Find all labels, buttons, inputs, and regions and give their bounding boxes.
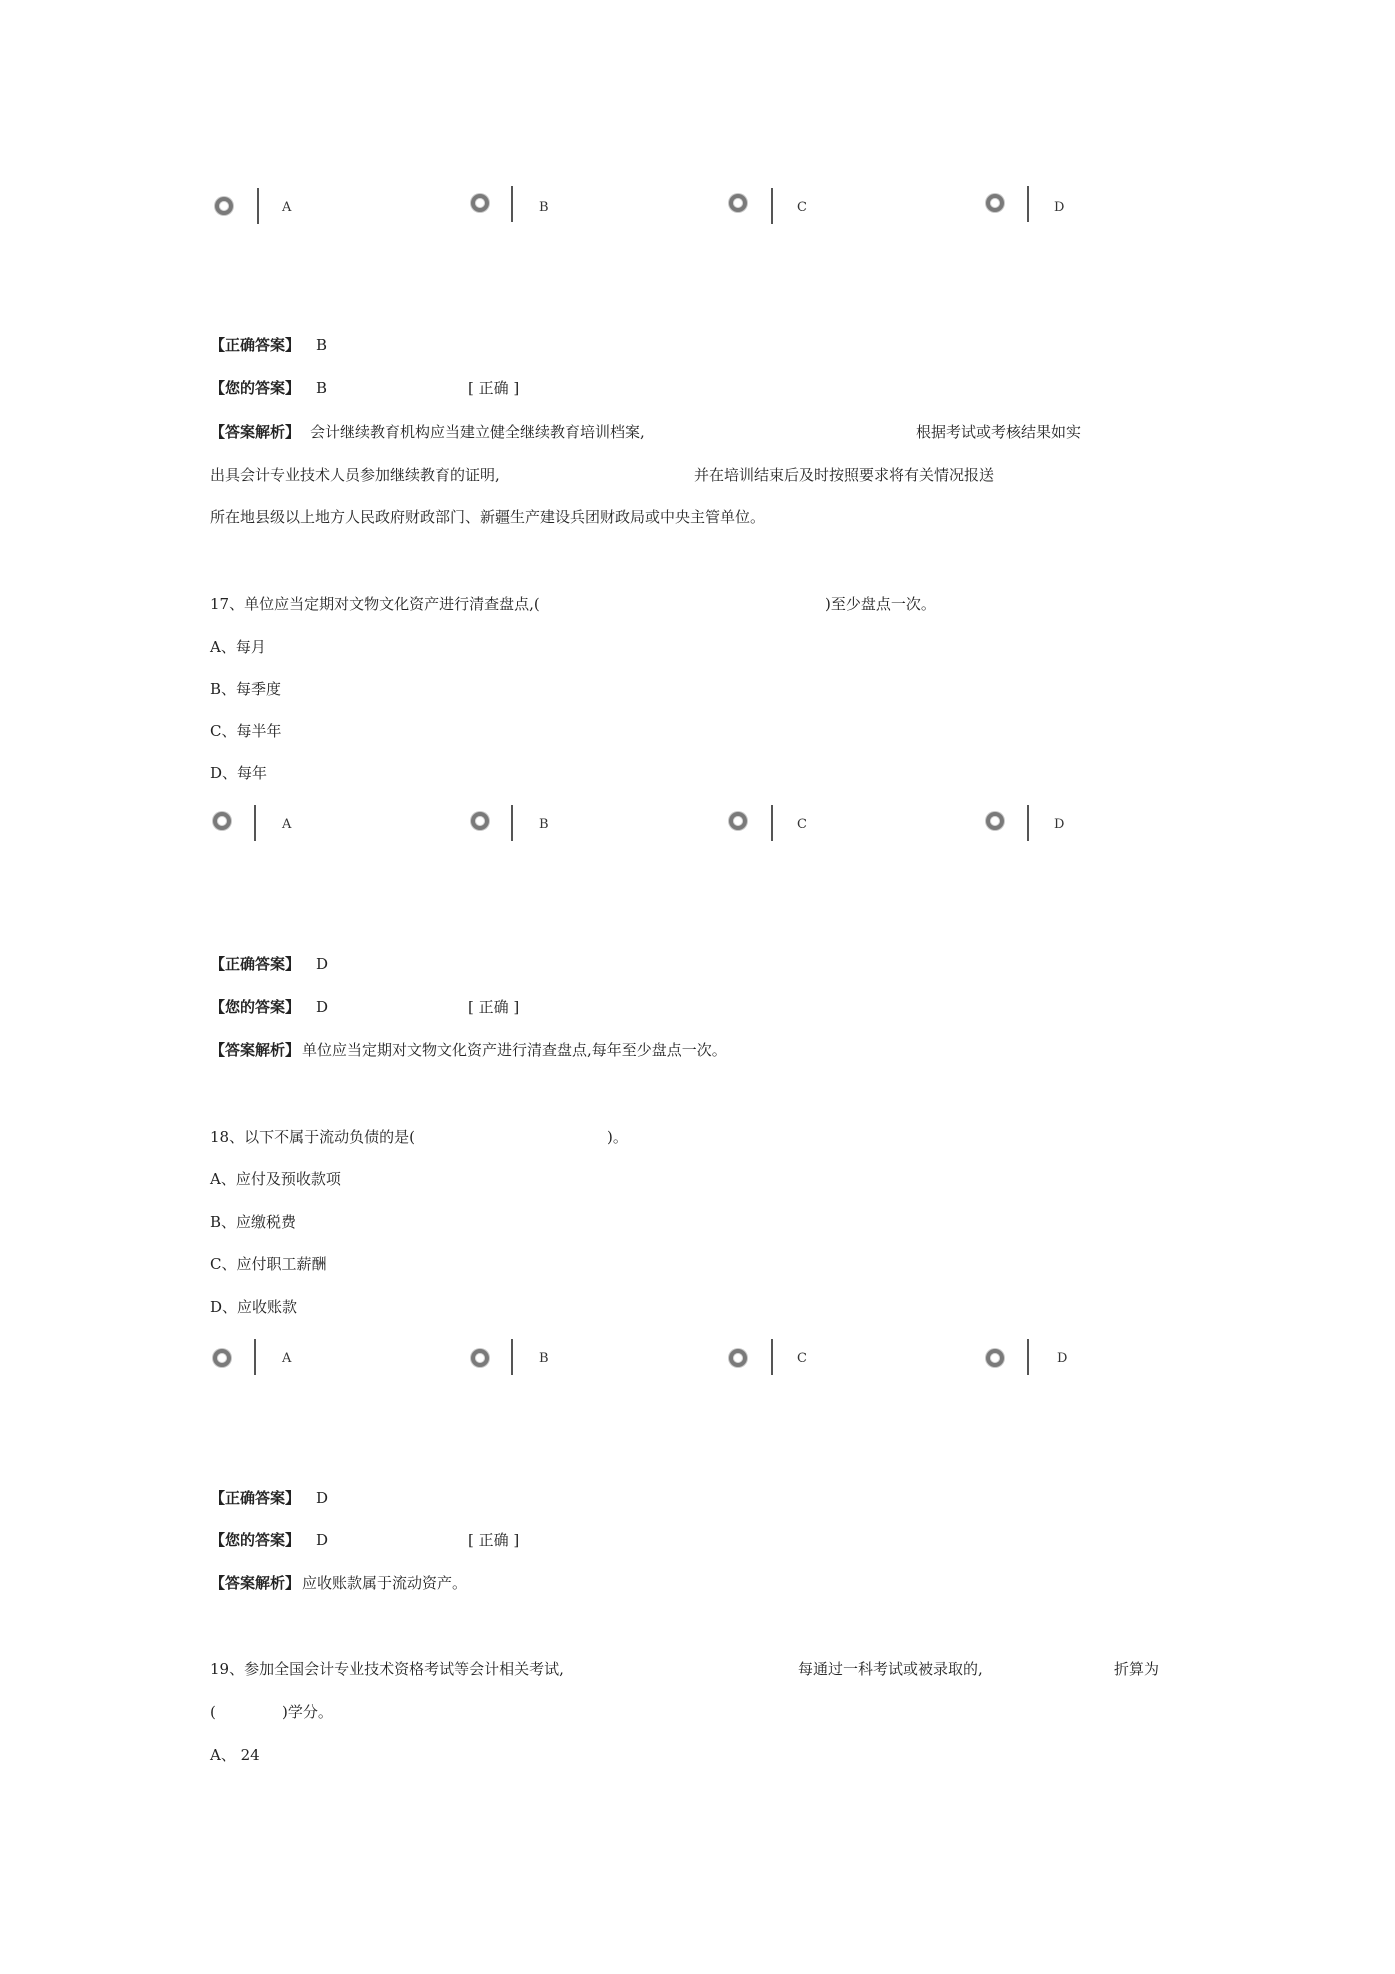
radio-option-c[interactable] — [729, 812, 747, 830]
analysis-text: 单位应当定期对文物文化资产进行清查盘点,每年至少盘点一次。 — [302, 1041, 727, 1059]
question-text: 19、参加全国会计专业技术资格考试等会计相关考试, — [210, 1660, 564, 1678]
analysis-text: 根据考试或考核结果如实 — [916, 423, 1082, 441]
your-answer-label: 【您的答案】 — [210, 379, 301, 397]
divider-bar — [1027, 1339, 1029, 1375]
option-letter-d: D — [1057, 1351, 1068, 1366]
option-letter-a: A — [282, 1351, 292, 1366]
option-text-d: D、每年 — [210, 764, 268, 782]
radio-option-b[interactable] — [471, 1349, 489, 1367]
analysis-text: 并在培训结束后及时按照要求将有关情况报送 — [694, 466, 995, 484]
question-text: 17、单位应当定期对文物文化资产进行清查盘点,( — [210, 595, 540, 613]
analysis-text: 应收账款属于流动资产。 — [302, 1574, 468, 1592]
divider-bar — [771, 805, 773, 841]
correct-answer-value: D — [316, 1489, 329, 1507]
radio-option-a[interactable] — [215, 197, 233, 215]
option-text-a: A、每月 — [210, 638, 266, 656]
radio-option-d[interactable] — [986, 812, 1004, 830]
correct-answer-label: 【正确答案】 — [210, 336, 301, 354]
analysis-label: 【答案解析】 — [210, 1041, 301, 1059]
option-text-a: A、 24 — [210, 1746, 260, 1764]
divider-bar — [511, 186, 513, 222]
option-text-b: B、每季度 — [210, 680, 282, 698]
option-letter-c: C — [797, 817, 807, 832]
correct-answer-label: 【正确答案】 — [210, 955, 301, 973]
divider-bar — [771, 188, 773, 224]
radio-option-b[interactable] — [471, 812, 489, 830]
option-letter-d: D — [1054, 817, 1065, 832]
option-letter-d: D — [1054, 200, 1065, 215]
option-text-b: B、应缴税费 — [210, 1213, 297, 1231]
divider-bar — [511, 1339, 513, 1375]
divider-bar — [511, 805, 513, 841]
your-answer-value: D — [316, 1531, 329, 1549]
correct-answer-value: B — [316, 336, 328, 354]
question-text: 每通过一科考试或被录取的, — [798, 1660, 983, 1678]
option-text-c: C、每半年 — [210, 722, 282, 740]
option-letter-a: A — [282, 200, 292, 215]
radio-option-b[interactable] — [471, 194, 489, 212]
analysis-text: 所在地县级以上地方人民政府财政部门、新疆生产建设兵团财政局或中央主管单位。 — [210, 508, 766, 526]
radio-option-d[interactable] — [986, 194, 1004, 212]
answer-choice-row — [0, 186, 1395, 230]
your-answer-label: 【您的答案】 — [210, 998, 301, 1016]
question-text: )。 — [607, 1128, 628, 1146]
radio-option-c[interactable] — [729, 194, 747, 212]
answer-judgement: [ 正确 ] — [468, 379, 520, 397]
analysis-text: 会计继续教育机构应当建立健全继续教育培训档案, — [310, 423, 645, 441]
answer-judgement: [ 正确 ] — [468, 1531, 520, 1549]
option-letter-b: B — [539, 200, 549, 215]
correct-answer-label: 【正确答案】 — [210, 1489, 301, 1507]
option-letter-c: C — [797, 200, 807, 215]
question-text: 18、以下不属于流动负债的是( — [210, 1128, 415, 1146]
analysis-label: 【答案解析】 — [210, 1574, 301, 1592]
option-letter-b: B — [539, 1351, 549, 1366]
option-letter-a: A — [282, 817, 292, 832]
your-answer-value: B — [316, 379, 328, 397]
option-letter-c: C — [797, 1351, 807, 1366]
analysis-label: 【答案解析】 — [210, 423, 301, 441]
answer-choice-row — [0, 803, 1395, 847]
question-text: )至少盘点一次。 — [825, 595, 936, 613]
question-text: ( — [210, 1703, 216, 1721]
option-text-d: D、应收账款 — [210, 1298, 298, 1316]
option-letter-b: B — [539, 817, 549, 832]
radio-option-d[interactable] — [986, 1349, 1004, 1367]
analysis-text: 出具会计专业技术人员参加继续教育的证明, — [210, 466, 500, 484]
option-text-c: C、应付职工薪酬 — [210, 1255, 327, 1273]
divider-bar — [257, 188, 259, 224]
correct-answer-value: D — [316, 955, 329, 973]
radio-option-c[interactable] — [729, 1349, 747, 1367]
radio-option-a[interactable] — [213, 1349, 231, 1367]
answer-judgement: [ 正确 ] — [468, 998, 520, 1016]
question-text: 折算为 — [1114, 1660, 1160, 1678]
divider-bar — [771, 1339, 773, 1375]
your-answer-value: D — [316, 998, 329, 1016]
your-answer-label: 【您的答案】 — [210, 1531, 301, 1549]
radio-option-a[interactable] — [213, 812, 231, 830]
answer-choice-row — [0, 1337, 1395, 1381]
divider-bar — [254, 1339, 256, 1375]
divider-bar — [1027, 805, 1029, 841]
divider-bar — [1027, 186, 1029, 222]
option-text-a: A、应付及预收款项 — [210, 1170, 341, 1188]
question-text: )学分。 — [282, 1703, 333, 1721]
divider-bar — [254, 805, 256, 841]
